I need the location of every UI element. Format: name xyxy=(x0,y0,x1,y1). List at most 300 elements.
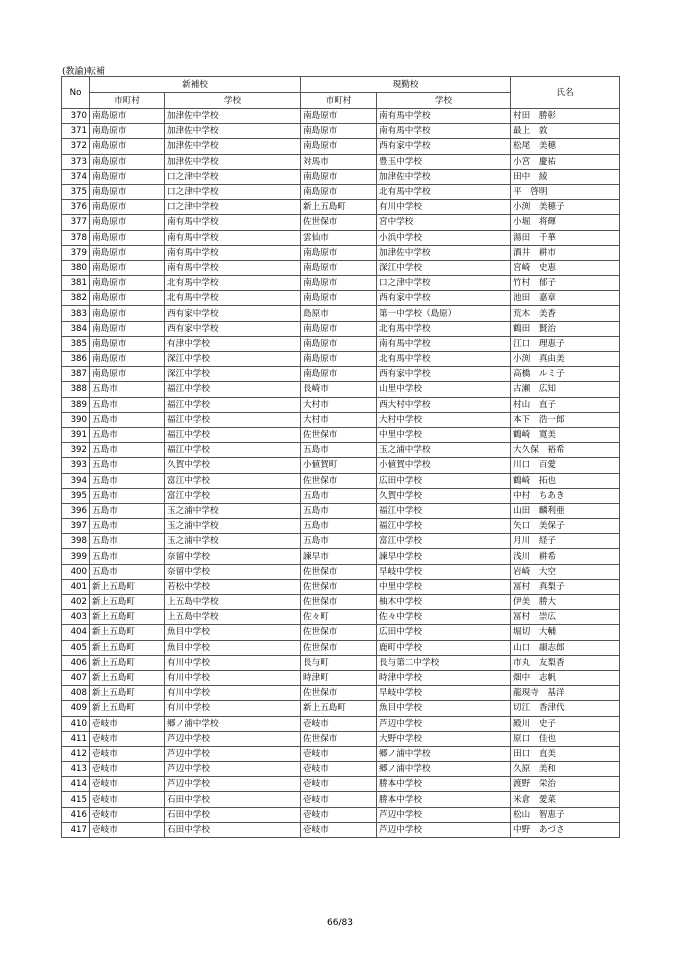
new-school-cell: 加津佐中学校 xyxy=(165,124,301,139)
current-school-cell: 時津中学校 xyxy=(377,670,511,685)
new-school-cell: 深江中学校 xyxy=(165,367,301,382)
new-school-cell: 郷ノ浦中学校 xyxy=(165,716,301,731)
current-school-cell: 加津佐中学校 xyxy=(377,169,511,184)
row-no-cell: 370 xyxy=(62,109,90,124)
current-school-cell: 口之津中学校 xyxy=(377,276,511,291)
table-row xyxy=(62,443,620,458)
row-no-cell: 386 xyxy=(62,352,90,367)
current-city-cell: 南島原市 xyxy=(301,336,377,351)
new-city-cell: 五島市 xyxy=(90,397,165,412)
teacher-name-cell: 岩崎 大空 xyxy=(511,564,620,579)
current-city-cell: 南島原市 xyxy=(301,352,377,367)
teacher-name-cell: 本下 浩一郎 xyxy=(511,412,620,427)
new-city-cell: 南島原市 xyxy=(90,169,165,184)
current-school-cell: 北有馬中学校 xyxy=(377,321,511,336)
current-school-cell: 山里中学校 xyxy=(377,382,511,397)
teacher-name-cell: 小渕 美穂子 xyxy=(511,200,620,215)
header-no: No xyxy=(62,77,90,109)
current-city-cell: 南島原市 xyxy=(301,321,377,336)
row-no-cell: 404 xyxy=(62,625,90,640)
current-city-cell: 五島市 xyxy=(301,443,377,458)
teacher-name-cell: 大久保 裕希 xyxy=(511,443,620,458)
current-city-cell: 時津町 xyxy=(301,670,377,685)
table-row xyxy=(62,640,620,655)
new-city-cell: 新上五島町 xyxy=(90,655,165,670)
table-row xyxy=(62,519,620,534)
table-row xyxy=(62,215,620,230)
current-school-cell: 早岐中学校 xyxy=(377,564,511,579)
row-no-cell: 413 xyxy=(62,762,90,777)
current-city-cell: 佐世保市 xyxy=(301,473,377,488)
new-school-cell: 有川中学校 xyxy=(165,655,301,670)
table-row xyxy=(62,352,620,367)
new-city-cell: 南島原市 xyxy=(90,184,165,199)
row-no-cell: 407 xyxy=(62,670,90,685)
table-row xyxy=(62,777,620,792)
current-city-cell: 小値賀町 xyxy=(301,458,377,473)
current-city-cell: 新上五島町 xyxy=(301,200,377,215)
teacher-name-cell: 山口 韻志郎 xyxy=(511,640,620,655)
current-school-cell: 佐々中学校 xyxy=(377,610,511,625)
current-school-cell: 中里中学校 xyxy=(377,579,511,594)
new-school-cell: 有川中学校 xyxy=(165,686,301,701)
teacher-name-cell: 高橋 ルミ子 xyxy=(511,367,620,382)
new-school-cell: 魚目中学校 xyxy=(165,625,301,640)
new-city-cell: 五島市 xyxy=(90,549,165,564)
current-school-cell: 大野中学校 xyxy=(377,731,511,746)
row-no-cell: 383 xyxy=(62,306,90,321)
row-no-cell: 397 xyxy=(62,519,90,534)
new-city-cell: 壱岐市 xyxy=(90,716,165,731)
new-city-cell: 新上五島町 xyxy=(90,579,165,594)
new-school-cell: 芦辺中学校 xyxy=(165,762,301,777)
new-city-cell: 五島市 xyxy=(90,443,165,458)
table-row xyxy=(62,670,620,685)
row-no-cell: 412 xyxy=(62,746,90,761)
header-new-school-name: 学校 xyxy=(165,93,301,109)
table-row xyxy=(62,549,620,564)
current-school-cell: 有川中学校 xyxy=(377,200,511,215)
new-school-cell: 有津中学校 xyxy=(165,336,301,351)
current-school-cell: 北有馬中学校 xyxy=(377,184,511,199)
new-school-cell: 福江中学校 xyxy=(165,412,301,427)
new-school-cell: 玉之浦中学校 xyxy=(165,519,301,534)
current-school-cell: 西有家中学校 xyxy=(377,139,511,154)
table-row xyxy=(62,488,620,503)
table-row xyxy=(62,716,620,731)
current-city-cell: 南島原市 xyxy=(301,291,377,306)
new-city-cell: 南島原市 xyxy=(90,154,165,169)
current-school-cell: 魚目中学校 xyxy=(377,701,511,716)
row-no-cell: 414 xyxy=(62,777,90,792)
teacher-name-cell: 村山 直子 xyxy=(511,397,620,412)
new-city-cell: 南島原市 xyxy=(90,124,165,139)
row-no-cell: 389 xyxy=(62,397,90,412)
row-no-cell: 417 xyxy=(62,822,90,837)
teacher-name-cell: 久原 美和 xyxy=(511,762,620,777)
row-no-cell: 385 xyxy=(62,336,90,351)
current-school-cell: 柚木中学校 xyxy=(377,595,511,610)
current-school-cell: 加津佐中学校 xyxy=(377,245,511,260)
current-school-cell: 西有家中学校 xyxy=(377,291,511,306)
current-school-cell: 宮中学校 xyxy=(377,215,511,230)
current-city-cell: 佐世保市 xyxy=(301,731,377,746)
row-no-cell: 387 xyxy=(62,367,90,382)
current-city-cell: 佐世保市 xyxy=(301,686,377,701)
header-current-school: 現勤校 xyxy=(301,77,511,93)
row-no-cell: 371 xyxy=(62,124,90,139)
new-school-cell: 福江中学校 xyxy=(165,397,301,412)
teacher-name-cell: 田口 直美 xyxy=(511,746,620,761)
table-row xyxy=(62,746,620,761)
current-city-cell: 佐世保市 xyxy=(301,579,377,594)
table-row xyxy=(62,655,620,670)
new-school-cell: 南有馬中学校 xyxy=(165,260,301,275)
row-no-cell: 381 xyxy=(62,276,90,291)
new-city-cell: 新上五島町 xyxy=(90,610,165,625)
current-school-cell: 勝本中学校 xyxy=(377,777,511,792)
current-school-cell: 広田中学校 xyxy=(377,473,511,488)
row-no-cell: 406 xyxy=(62,655,90,670)
table-row xyxy=(62,124,620,139)
teacher-name-cell: 村田 勝彰 xyxy=(511,109,620,124)
current-school-cell: 西有家中学校 xyxy=(377,367,511,382)
teacher-name-cell: 浅川 耕希 xyxy=(511,549,620,564)
table-row xyxy=(62,686,620,701)
current-school-cell: 郷ノ浦中学校 xyxy=(377,762,511,777)
current-city-cell: 壱岐市 xyxy=(301,746,377,761)
current-school-cell: 勝本中学校 xyxy=(377,792,511,807)
teacher-name-cell: 古瀬 広知 xyxy=(511,382,620,397)
current-city-cell: 佐世保市 xyxy=(301,595,377,610)
current-school-cell: 中里中学校 xyxy=(377,427,511,442)
current-school-cell: 大村中学校 xyxy=(377,412,511,427)
new-school-cell: 西有家中学校 xyxy=(165,306,301,321)
table-row xyxy=(62,458,620,473)
teacher-name-cell: 渡野 栄治 xyxy=(511,777,620,792)
new-school-cell: 口之津中学校 xyxy=(165,169,301,184)
new-school-cell: 加津佐中学校 xyxy=(165,109,301,124)
teacher-name-cell: 荒木 美香 xyxy=(511,306,620,321)
table-row xyxy=(62,412,620,427)
teacher-name-cell: 竹村 郁子 xyxy=(511,276,620,291)
current-city-cell: 佐々町 xyxy=(301,610,377,625)
teacher-name-cell: 原口 佳也 xyxy=(511,731,620,746)
teacher-name-cell: 宮崎 史恵 xyxy=(511,260,620,275)
new-city-cell: 新上五島町 xyxy=(90,686,165,701)
table-row xyxy=(62,109,620,124)
new-school-cell: 北有馬中学校 xyxy=(165,291,301,306)
row-no-cell: 405 xyxy=(62,640,90,655)
row-no-cell: 384 xyxy=(62,321,90,336)
new-city-cell: 南島原市 xyxy=(90,139,165,154)
current-city-cell: 壱岐市 xyxy=(301,716,377,731)
teacher-name-cell: 鶴崎 寛美 xyxy=(511,427,620,442)
current-city-cell: 長崎市 xyxy=(301,382,377,397)
teacher-name-cell: 鶴崎 拓也 xyxy=(511,473,620,488)
table-row xyxy=(62,427,620,442)
current-school-cell: 長与第二中学校 xyxy=(377,655,511,670)
table-row xyxy=(62,276,620,291)
table-row xyxy=(62,321,620,336)
new-city-cell: 南島原市 xyxy=(90,200,165,215)
teacher-name-cell: 松尾 美穂 xyxy=(511,139,620,154)
teacher-name-cell: 龍現寺 基洋 xyxy=(511,686,620,701)
teacher-name-cell: 松山 智恵子 xyxy=(511,807,620,822)
new-city-cell: 新上五島町 xyxy=(90,701,165,716)
table-body xyxy=(62,109,620,838)
new-city-cell: 南島原市 xyxy=(90,109,165,124)
current-school-cell: 北有馬中学校 xyxy=(377,352,511,367)
current-school-cell: 早岐中学校 xyxy=(377,686,511,701)
new-school-cell: 福江中学校 xyxy=(165,427,301,442)
teacher-name-cell: 田中 綾 xyxy=(511,169,620,184)
new-school-cell: 久賀中学校 xyxy=(165,458,301,473)
row-no-cell: 402 xyxy=(62,595,90,610)
row-no-cell: 395 xyxy=(62,488,90,503)
teacher-name-cell: 矢口 美保子 xyxy=(511,519,620,534)
current-city-cell: 南島原市 xyxy=(301,139,377,154)
current-city-cell: 南島原市 xyxy=(301,169,377,184)
new-city-cell: 南島原市 xyxy=(90,367,165,382)
new-city-cell: 壱岐市 xyxy=(90,822,165,837)
new-school-cell: 上五島中学校 xyxy=(165,610,301,625)
current-city-cell: 南島原市 xyxy=(301,184,377,199)
current-school-cell: 鹿町中学校 xyxy=(377,640,511,655)
current-school-cell: 郷ノ浦中学校 xyxy=(377,746,511,761)
current-school-cell: 豊玉中学校 xyxy=(377,154,511,169)
current-school-cell: 諫早中学校 xyxy=(377,549,511,564)
teacher-name-cell: 中村 ちあき xyxy=(511,488,620,503)
new-city-cell: 五島市 xyxy=(90,534,165,549)
new-school-cell: 加津佐中学校 xyxy=(165,139,301,154)
table-row xyxy=(62,807,620,822)
teacher-name-cell: 池田 嘉章 xyxy=(511,291,620,306)
teacher-name-cell: 川口 百愛 xyxy=(511,458,620,473)
table-row xyxy=(62,595,620,610)
new-city-cell: 南島原市 xyxy=(90,230,165,245)
table-row xyxy=(62,397,620,412)
teacher-name-cell: 米倉 愛菜 xyxy=(511,792,620,807)
new-city-cell: 新上五島町 xyxy=(90,595,165,610)
teacher-name-cell: 小宮 慶祐 xyxy=(511,154,620,169)
current-school-cell: 福江中学校 xyxy=(377,519,511,534)
new-city-cell: 新上五島町 xyxy=(90,640,165,655)
row-no-cell: 411 xyxy=(62,731,90,746)
new-school-cell: 深江中学校 xyxy=(165,352,301,367)
new-city-cell: 壱岐市 xyxy=(90,807,165,822)
row-no-cell: 409 xyxy=(62,701,90,716)
teacher-name-cell: 伊美 勝大 xyxy=(511,595,620,610)
teacher-name-cell: 平 啓明 xyxy=(511,184,620,199)
current-school-cell: 西大村中学校 xyxy=(377,397,511,412)
current-school-cell: 南有馬中学校 xyxy=(377,109,511,124)
current-school-cell: 広田中学校 xyxy=(377,625,511,640)
table-row xyxy=(62,701,620,716)
current-school-cell: 富江中学校 xyxy=(377,534,511,549)
new-city-cell: 壱岐市 xyxy=(90,777,165,792)
new-city-cell: 南島原市 xyxy=(90,276,165,291)
current-school-cell: 第一中学校（島原） xyxy=(377,306,511,321)
new-school-cell: 南有馬中学校 xyxy=(165,245,301,260)
new-city-cell: 五島市 xyxy=(90,473,165,488)
row-no-cell: 388 xyxy=(62,382,90,397)
table-row xyxy=(62,822,620,837)
new-school-cell: 加津佐中学校 xyxy=(165,154,301,169)
teacher-name-cell: 鶴田 賢治 xyxy=(511,321,620,336)
new-city-cell: 南島原市 xyxy=(90,215,165,230)
row-no-cell: 403 xyxy=(62,610,90,625)
table-row xyxy=(62,154,620,169)
table-row xyxy=(62,564,620,579)
teacher-name-cell: 酒井 耕市 xyxy=(511,245,620,260)
new-school-cell: 上五島中学校 xyxy=(165,595,301,610)
current-city-cell: 南島原市 xyxy=(301,276,377,291)
current-city-cell: 壱岐市 xyxy=(301,792,377,807)
new-school-cell: 若松中学校 xyxy=(165,579,301,594)
table-row xyxy=(62,367,620,382)
current-school-cell: 芦辺中学校 xyxy=(377,822,511,837)
transfer-table xyxy=(61,76,620,838)
row-no-cell: 378 xyxy=(62,230,90,245)
row-no-cell: 393 xyxy=(62,458,90,473)
new-city-cell: 五島市 xyxy=(90,412,165,427)
row-no-cell: 410 xyxy=(62,716,90,731)
new-school-cell: 玉之浦中学校 xyxy=(165,503,301,518)
table-row xyxy=(62,260,620,275)
teacher-name-cell: 切江 香津代 xyxy=(511,701,620,716)
new-city-cell: 五島市 xyxy=(90,564,165,579)
row-no-cell: 396 xyxy=(62,503,90,518)
teacher-name-cell: 山田 麟利亜 xyxy=(511,503,620,518)
new-school-cell: 口之津中学校 xyxy=(165,184,301,199)
new-city-cell: 壱岐市 xyxy=(90,746,165,761)
current-city-cell: 五島市 xyxy=(301,488,377,503)
new-city-cell: 新上五島町 xyxy=(90,670,165,685)
table-row xyxy=(62,169,620,184)
current-school-cell: 南有馬中学校 xyxy=(377,124,511,139)
current-school-cell: 久賀中学校 xyxy=(377,488,511,503)
row-no-cell: 400 xyxy=(62,564,90,579)
new-school-cell: 奈留中学校 xyxy=(165,549,301,564)
teacher-name-cell: 湯田 千華 xyxy=(511,230,620,245)
new-city-cell: 五島市 xyxy=(90,503,165,518)
teacher-name-cell: 月川 経子 xyxy=(511,534,620,549)
header-name: 氏名 xyxy=(511,77,620,109)
new-city-cell: 五島市 xyxy=(90,427,165,442)
new-school-cell: 富江中学校 xyxy=(165,488,301,503)
row-no-cell: 375 xyxy=(62,184,90,199)
current-city-cell: 壱岐市 xyxy=(301,777,377,792)
table-row xyxy=(62,792,620,807)
row-no-cell: 374 xyxy=(62,169,90,184)
table-row xyxy=(62,184,620,199)
new-city-cell: 壱岐市 xyxy=(90,762,165,777)
table-row xyxy=(62,291,620,306)
new-school-cell: 芦辺中学校 xyxy=(165,746,301,761)
table-row xyxy=(62,762,620,777)
row-no-cell: 415 xyxy=(62,792,90,807)
table-row xyxy=(62,534,620,549)
current-school-cell: 玉之浦中学校 xyxy=(377,443,511,458)
current-city-cell: 佐世保市 xyxy=(301,564,377,579)
new-school-cell: 魚目中学校 xyxy=(165,640,301,655)
current-school-cell: 芦辺中学校 xyxy=(377,807,511,822)
new-school-cell: 奈留中学校 xyxy=(165,564,301,579)
row-no-cell: 394 xyxy=(62,473,90,488)
row-no-cell: 373 xyxy=(62,154,90,169)
current-city-cell: 南島原市 xyxy=(301,367,377,382)
new-school-cell: 石田中学校 xyxy=(165,807,301,822)
current-school-cell: 南有馬中学校 xyxy=(377,336,511,351)
header-new-city: 市町村 xyxy=(90,93,165,109)
header-current-school-name: 学校 xyxy=(377,93,511,109)
table-row xyxy=(62,731,620,746)
new-city-cell: 南島原市 xyxy=(90,291,165,306)
current-city-cell: 新上五島町 xyxy=(301,701,377,716)
row-no-cell: 382 xyxy=(62,291,90,306)
row-no-cell: 379 xyxy=(62,245,90,260)
row-no-cell: 377 xyxy=(62,215,90,230)
current-city-cell: 島原市 xyxy=(301,306,377,321)
current-city-cell: 大村市 xyxy=(301,397,377,412)
new-school-cell: 西有家中学校 xyxy=(165,321,301,336)
new-city-cell: 五島市 xyxy=(90,458,165,473)
header-new-school: 新補校 xyxy=(90,77,301,93)
new-city-cell: 新上五島町 xyxy=(90,625,165,640)
current-city-cell: 佐世保市 xyxy=(301,625,377,640)
row-no-cell: 392 xyxy=(62,443,90,458)
new-school-cell: 有川中学校 xyxy=(165,670,301,685)
row-no-cell: 372 xyxy=(62,139,90,154)
table-row xyxy=(62,139,620,154)
row-no-cell: 398 xyxy=(62,534,90,549)
new-school-cell: 福江中学校 xyxy=(165,382,301,397)
row-no-cell: 380 xyxy=(62,260,90,275)
table-row xyxy=(62,625,620,640)
teacher-name-cell: 中野 あづさ xyxy=(511,822,620,837)
teacher-name-cell: 堀切 大輔 xyxy=(511,625,620,640)
new-school-cell: 富江中学校 xyxy=(165,473,301,488)
current-city-cell: 五島市 xyxy=(301,503,377,518)
new-school-cell: 有川中学校 xyxy=(165,701,301,716)
new-city-cell: 壱岐市 xyxy=(90,792,165,807)
new-school-cell: 南有馬中学校 xyxy=(165,215,301,230)
row-no-cell: 391 xyxy=(62,427,90,442)
header-current-city: 市町村 xyxy=(301,93,377,109)
section-label: (教諭)転補 xyxy=(62,67,106,77)
teacher-name-cell: 冨村 崇広 xyxy=(511,610,620,625)
current-city-cell: 佐世保市 xyxy=(301,640,377,655)
table-row xyxy=(62,382,620,397)
new-school-cell: 芦辺中学校 xyxy=(165,731,301,746)
current-city-cell: 諫早市 xyxy=(301,549,377,564)
current-school-cell: 小値賀中学校 xyxy=(377,458,511,473)
new-school-cell: 石田中学校 xyxy=(165,822,301,837)
table-row xyxy=(62,503,620,518)
new-school-cell: 玉之浦中学校 xyxy=(165,534,301,549)
new-city-cell: 南島原市 xyxy=(90,352,165,367)
current-city-cell: 佐世保市 xyxy=(301,215,377,230)
table-row xyxy=(62,245,620,260)
current-city-cell: 佐世保市 xyxy=(301,427,377,442)
current-city-cell: 壱岐市 xyxy=(301,807,377,822)
current-school-cell: 福江中学校 xyxy=(377,503,511,518)
current-city-cell: 壱岐市 xyxy=(301,762,377,777)
current-city-cell: 五島市 xyxy=(301,519,377,534)
row-no-cell: 401 xyxy=(62,579,90,594)
new-city-cell: 五島市 xyxy=(90,519,165,534)
